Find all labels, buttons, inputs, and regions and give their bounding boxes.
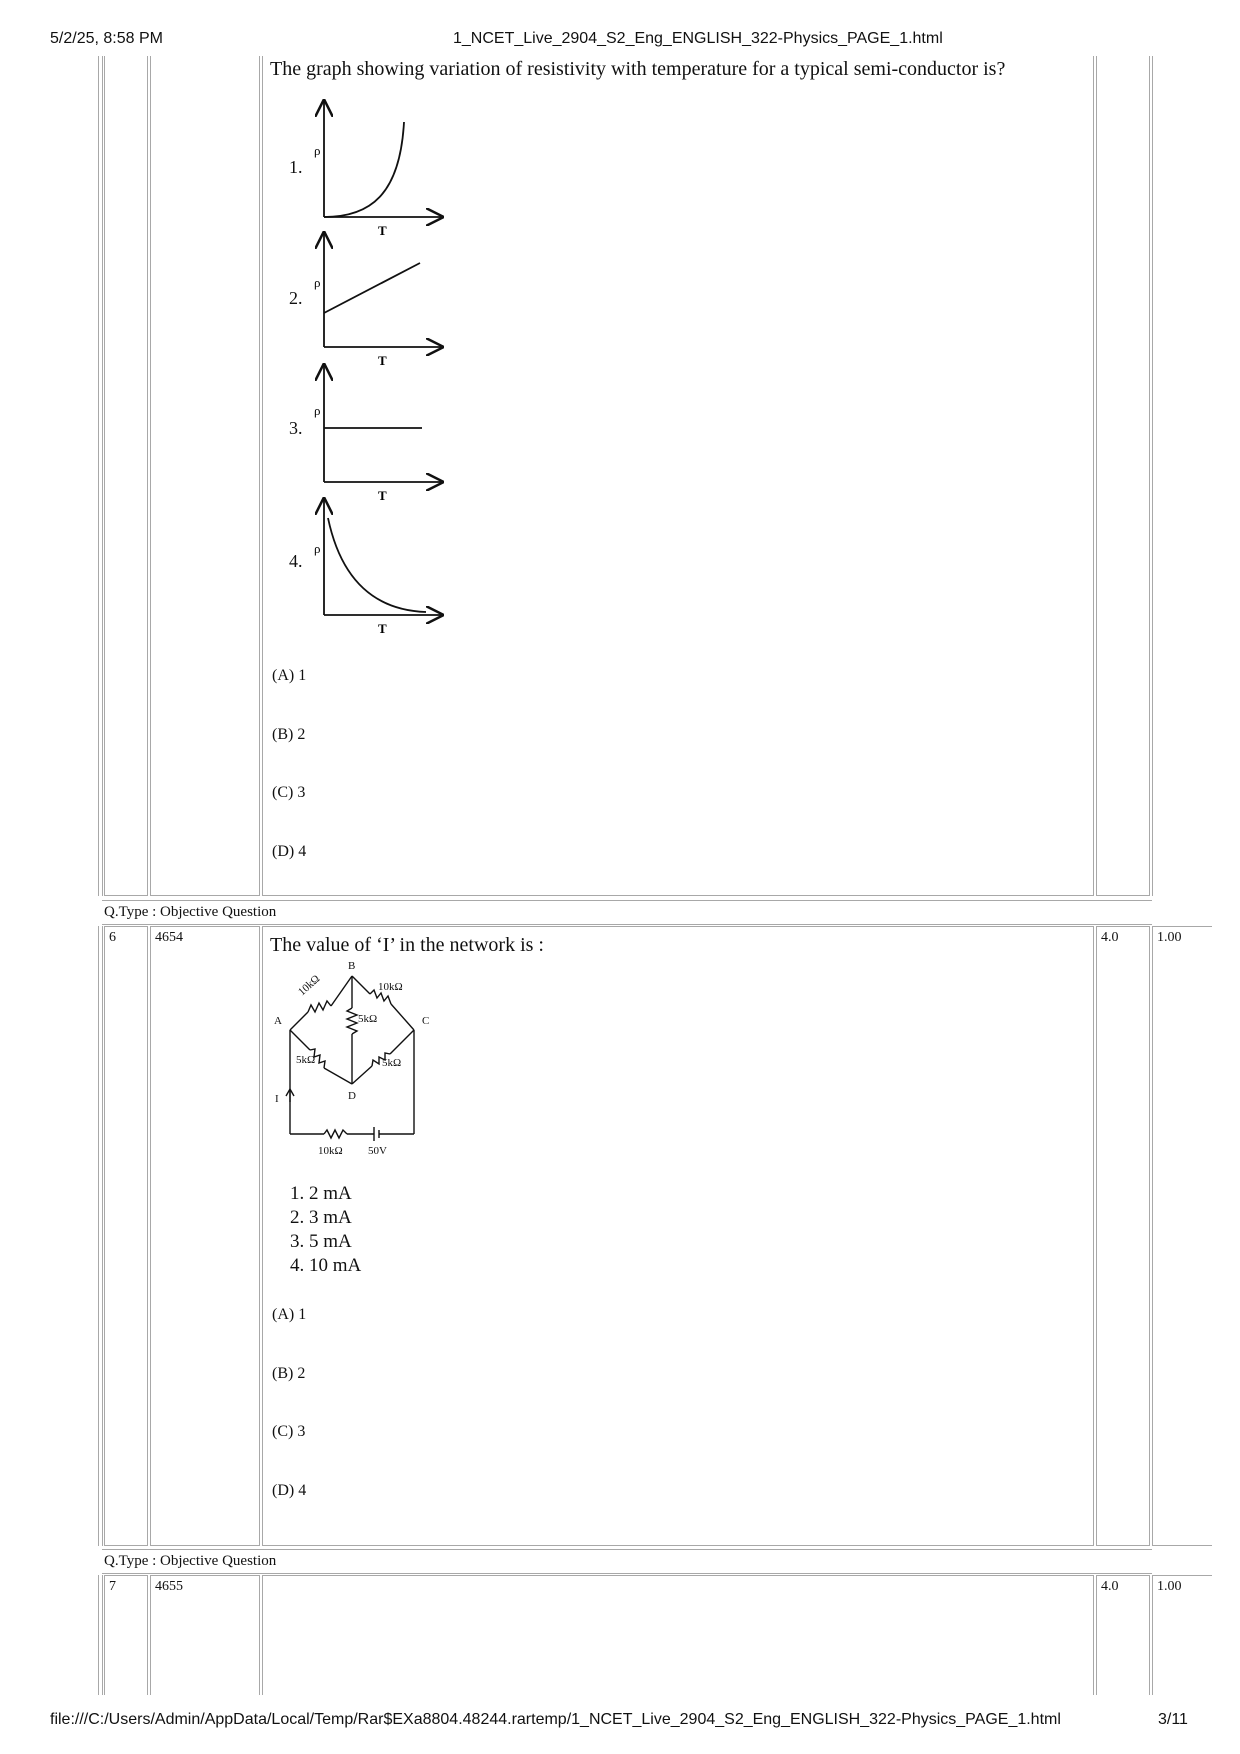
- question-number: 7: [104, 1575, 148, 1695]
- graph-4: [314, 499, 442, 636]
- question-id: 4654: [150, 926, 260, 1546]
- table-border-left: [98, 926, 99, 1546]
- node-a-label: A: [274, 1015, 282, 1027]
- marks-cell: [1096, 56, 1150, 896]
- graph-2-y-label: ρ: [314, 275, 321, 290]
- question-type-label: Q.Type : Objective Question: [104, 904, 277, 920]
- print-file-path: file:///C:/Users/Admin/AppData/Local/Temp/Rar$EXa8804.48244.rartemp/1_NCET_Live_2904_S2_Eng_ENGLISH_322-Physics_PAGE_1.html: [50, 1711, 1061, 1728]
- choice-2: 2. 3 mA: [290, 1207, 352, 1228]
- table-border-left: [98, 1575, 99, 1695]
- choice-1: 1. 2 mA: [290, 1183, 352, 1204]
- graph-4-x-label: T: [378, 621, 387, 636]
- print-doc-title: 1_NCET_Live_2904_S2_Eng_ENGLISH_322-Physics_PAGE_1.html: [453, 30, 943, 47]
- choice-4: 4. 10 mA: [290, 1255, 362, 1276]
- graph-1-y-label: ρ: [314, 143, 321, 158]
- answer-option-a: (A) 1: [272, 667, 307, 684]
- answer-option-a: (A) 1: [272, 1306, 307, 1323]
- question-text: The graph showing variation of resistivity with temperature for a typical semi-conductor is?: [270, 58, 1006, 80]
- graph-3: [314, 365, 442, 503]
- r-bc-label: 10kΩ: [378, 981, 403, 993]
- qnum-cell: [104, 56, 148, 896]
- graph-2-line: [324, 263, 420, 313]
- node-c-label: C: [422, 1015, 430, 1027]
- question-cell: [262, 1575, 1094, 1695]
- answer-option-d: (D) 4: [272, 843, 307, 860]
- question-id: 4655: [150, 1575, 260, 1695]
- print-page-number: 3/11: [1158, 1711, 1188, 1728]
- r-dc-label: 5kΩ: [382, 1057, 402, 1069]
- r-ad-label: 5kΩ: [296, 1054, 316, 1066]
- graph-1-x-label: T: [378, 223, 387, 238]
- question-marks: 4.0: [1096, 1575, 1150, 1695]
- graph-label-2: 2.: [289, 288, 303, 308]
- battery-label: 50V: [368, 1145, 387, 1157]
- question-negative-marks: 1.00: [1152, 926, 1212, 1546]
- question-text: The value of ‘I’ in the network is :: [270, 934, 544, 956]
- r-bd-label: 5kΩ: [358, 1013, 378, 1025]
- table-border-left: [102, 56, 103, 896]
- graph-1: [314, 101, 442, 238]
- table-border-left: [102, 926, 103, 1546]
- table-border-right: [1152, 56, 1153, 896]
- graph-2: [314, 233, 442, 368]
- table-border-left: [102, 1575, 103, 1695]
- row-separator: [102, 924, 1152, 925]
- answer-option-c: (C) 3: [272, 784, 306, 801]
- graph-3-x-label: T: [378, 488, 387, 503]
- print-datetime: 5/2/25, 8:58 PM: [50, 30, 163, 47]
- graph-label-1: 1.: [289, 157, 303, 177]
- choice-3: 3. 5 mA: [290, 1231, 352, 1252]
- question-type-label: Q.Type : Objective Question: [104, 1553, 277, 1569]
- graph-2-x-label: T: [378, 353, 387, 368]
- r-ab-label: 10kΩ: [295, 972, 323, 999]
- node-d-label: D: [348, 1090, 356, 1102]
- graph-4-y-label: ρ: [314, 541, 321, 556]
- current-label: I: [275, 1093, 279, 1105]
- answer-option-b: (B) 2: [272, 1365, 306, 1382]
- graph-label-3: 3.: [289, 418, 303, 438]
- question-negative-marks: 1.00: [1152, 1575, 1212, 1695]
- table-border-left: [98, 56, 99, 896]
- row-separator: [102, 900, 1152, 901]
- resistivity-graphs: [300, 95, 460, 655]
- qid-cell: [150, 56, 260, 896]
- question-number: 6: [104, 926, 148, 1546]
- question-marks: 4.0: [1096, 926, 1150, 1546]
- circuit-diagram: [266, 956, 436, 1166]
- graph-1-curve: [324, 122, 404, 217]
- graph-label-4: 4.: [289, 551, 303, 571]
- graph-4-curve: [328, 518, 426, 612]
- answer-option-b: (B) 2: [272, 726, 306, 743]
- answer-option-d: (D) 4: [272, 1482, 307, 1499]
- node-b-label: B: [348, 960, 356, 972]
- answer-option-c: (C) 3: [272, 1423, 306, 1440]
- r-series-label: 10kΩ: [318, 1145, 343, 1157]
- row-separator: [102, 1573, 1152, 1574]
- graph-3-y-label: ρ: [314, 403, 321, 418]
- row-separator: [102, 1549, 1152, 1550]
